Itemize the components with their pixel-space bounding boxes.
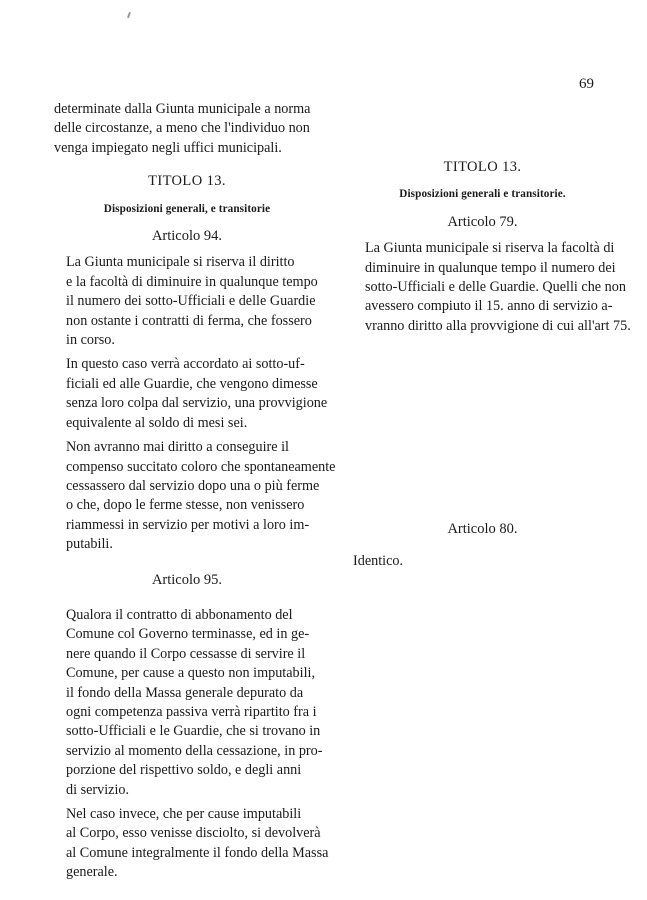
- text-line: equivalente al soldo di mesi sei.: [66, 414, 248, 431]
- left-column: [54, 100, 336, 883]
- text-line: Nel caso invece, che per cause imputabili: [66, 806, 302, 822]
- article-paragraph: [353, 239, 631, 336]
- text-line: al Comune integralmente il fondo della Massa: [66, 844, 329, 861]
- text-line: porzione del rispettivo soldo, e degli anni: [66, 762, 302, 779]
- text-line: Comune col Governo terminasse, ed in ge-: [66, 626, 310, 643]
- section-subtitle: Disposizioni generali e transitorie.: [399, 188, 566, 201]
- text-line: senza loro colpa dal servizio, una provvigione: [66, 395, 328, 412]
- text-line: al Corpo, esso venisse disciolto, si devolverà: [66, 825, 321, 842]
- text-line: generale.: [66, 864, 118, 881]
- section-title: TITOLO 13.: [443, 159, 522, 175]
- text-line: La Giunta municipale si riserva la facoltà di: [365, 240, 615, 257]
- section-title: TITOLO 13.: [148, 173, 226, 190]
- text-line: vranno diritto alla provvigione di cui all'art 75.: [365, 317, 631, 334]
- text-line: In questo caso verrà accordato ai sotto-uf-: [66, 356, 305, 373]
- ink-speck: [127, 12, 131, 18]
- article-heading: Articolo 79.: [447, 213, 518, 230]
- text-line: il numero dei sotto-Ufficiali e delle Guardie: [66, 293, 316, 310]
- section-subtitle: Disposizioni generali, e transitorie: [103, 202, 271, 215]
- article-paragraph: [54, 438, 336, 554]
- text-line: sotto-Ufficiali e delle Guardie. Quelli che non: [365, 279, 626, 296]
- text-line: cessassero dal servizio dopo una o più ferme: [66, 477, 320, 494]
- text-line: delle circostanze, a meno che l'individuo non: [54, 120, 310, 137]
- text-line: venga impiegato negli uffici municipali.: [54, 139, 282, 156]
- text-line: di servizio.: [66, 781, 130, 798]
- page-number: 69: [579, 76, 594, 92]
- text-line: La Giunta municipale si riserva il diritto: [66, 254, 295, 271]
- article-paragraph: [54, 355, 328, 433]
- text-line: il fondo della Massa generale depurato da: [66, 684, 304, 701]
- text-line: determinate dalla Giunta municipale a norma: [54, 101, 311, 117]
- article-paragraph: [54, 253, 320, 350]
- article-paragraph: [54, 606, 323, 800]
- text-line: Non avranno mai diritto a conseguire il: [66, 439, 289, 456]
- text-line: in corso.: [66, 332, 115, 349]
- article-heading: Articolo 94.: [151, 228, 223, 245]
- text-line: nere quando il Corpo cessasse di servire il: [66, 645, 306, 662]
- text-line: servizio al momento della cessazione, in pro-: [66, 742, 323, 759]
- article-paragraph: [54, 805, 329, 883]
- text-line: sotto-Ufficiali e le Guardie, che si trovano in: [66, 723, 321, 740]
- text-line: diminuire in qualunque tempo il numero dei: [365, 259, 616, 276]
- article-heading: Articolo 95.: [151, 571, 223, 588]
- article-text: Identico.: [353, 552, 404, 569]
- text-line: ogni competenza passiva verrà ripartito fra i: [66, 703, 317, 720]
- text-line: non ostante i contratti di ferma, che fossero: [66, 312, 312, 329]
- text-line: avessero compiuto il 15. anno di servizio a-: [365, 298, 613, 315]
- text-line: compenso succitato coloro che spontaneamente: [66, 458, 336, 475]
- text-line: riammessi in servizio per motivi a loro im-: [66, 516, 310, 533]
- text-line: Qualora il contratto di abbonamento del: [66, 606, 293, 623]
- text-line: putabili.: [66, 536, 113, 553]
- text-line: ficiali ed alle Guardie, che vengono dimesse: [66, 375, 318, 392]
- text-line: e la facoltà di diminuire in qualunque tempo: [66, 273, 318, 290]
- text-line: o che, dopo le ferme stesse, non venissero: [66, 497, 305, 514]
- intro-paragraph: [54, 100, 320, 158]
- text-line: Comune, per cause a questo non imputabili,: [66, 665, 316, 682]
- right-column: [353, 158, 631, 571]
- article-heading: Articolo 80.: [447, 521, 518, 538]
